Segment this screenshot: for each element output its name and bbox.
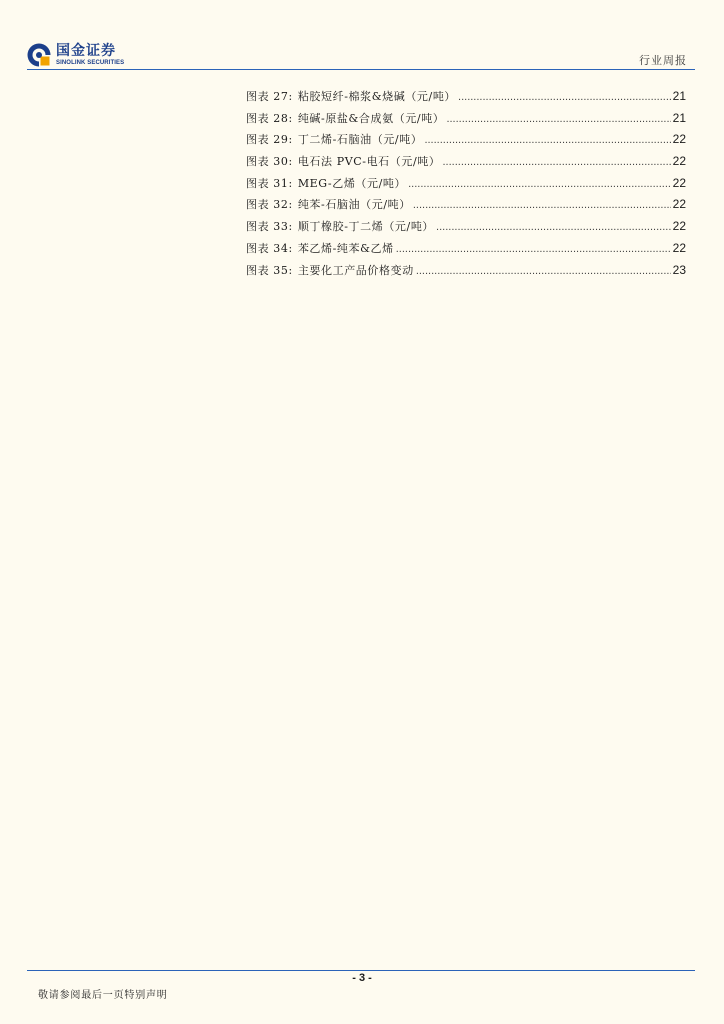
company-logo <box>27 41 124 69</box>
page-ref: 22 <box>672 154 686 169</box>
disclaimer-text: 敬请参阅最后一页特别声明 <box>38 990 168 1001</box>
dot-leader <box>436 221 671 233</box>
page-ref: 22 <box>672 132 686 147</box>
toc-entry[interactable] <box>246 110 686 132</box>
page-ref: 22 <box>672 175 686 190</box>
figure-title: 顺丁橡胶-丁二烯（元/吨） <box>297 220 435 234</box>
footer-divider <box>27 970 695 971</box>
figure-title: 主要化工产品价格变动 <box>297 263 414 277</box>
page-ref: 21 <box>672 89 686 103</box>
page-ref: 21 <box>672 110 686 125</box>
figure-label: 图表 33: <box>246 220 293 234</box>
logo-mark-icon <box>27 43 51 67</box>
page-ref: 22 <box>672 197 686 212</box>
figure-label: 图表 29: <box>246 133 293 147</box>
figure-label: 图表 27: <box>246 90 293 103</box>
toc-entry[interactable] <box>246 240 686 262</box>
toc-entry[interactable] <box>246 131 686 153</box>
page-ref: 22 <box>672 240 686 255</box>
dot-leader <box>446 113 670 125</box>
toc-entry[interactable] <box>246 196 686 218</box>
page-number: - 3 - <box>352 972 372 984</box>
page-ref: 23 <box>672 262 686 277</box>
page-header <box>0 0 724 72</box>
figure-label: 图表 32: <box>246 198 293 212</box>
figure-label: 图表 30: <box>246 155 293 169</box>
figure-label: 图表 31: <box>246 176 293 190</box>
figure-title: 丁二烯-石脑油（元/吨） <box>297 133 423 147</box>
figure-title: 电石法 PVC-电石（元/吨） <box>297 155 441 169</box>
figure-label: 图表 35: <box>246 263 293 277</box>
report-type-label: 行业周报 <box>639 54 687 67</box>
toc-entry[interactable] <box>246 88 686 110</box>
dot-leader <box>424 134 670 146</box>
dot-leader <box>408 178 671 190</box>
toc-entry[interactable] <box>246 153 686 175</box>
figure-label: 图表 34: <box>246 241 293 255</box>
figure-title: 苯乙烯-纯苯&乙烯 <box>297 241 394 255</box>
dot-leader <box>443 156 671 168</box>
toc-entry[interactable] <box>246 218 686 240</box>
figure-title: MEG-乙烯（元/吨） <box>297 176 407 190</box>
figure-title: 纯苯-石脑油（元/吨） <box>297 198 411 212</box>
header-divider <box>27 69 695 70</box>
dot-leader <box>416 265 671 277</box>
toc-entry[interactable] <box>246 262 686 284</box>
dot-leader <box>458 91 671 103</box>
figure-list <box>246 88 686 283</box>
dot-leader <box>413 199 671 211</box>
dot-leader <box>396 243 671 255</box>
figure-title: 纯碱-原盐&合成氨（元/吨） <box>297 111 445 125</box>
figure-label: 图表 28: <box>246 111 293 125</box>
figure-title: 粘胶短纤-棉浆&烧碱（元/吨） <box>297 90 457 103</box>
logo-english-name: SINOLINK SECURITIES <box>56 59 125 66</box>
page-ref: 22 <box>672 219 686 234</box>
logo-chinese-name: 国金证券 <box>56 42 116 59</box>
toc-entry[interactable] <box>246 175 686 197</box>
